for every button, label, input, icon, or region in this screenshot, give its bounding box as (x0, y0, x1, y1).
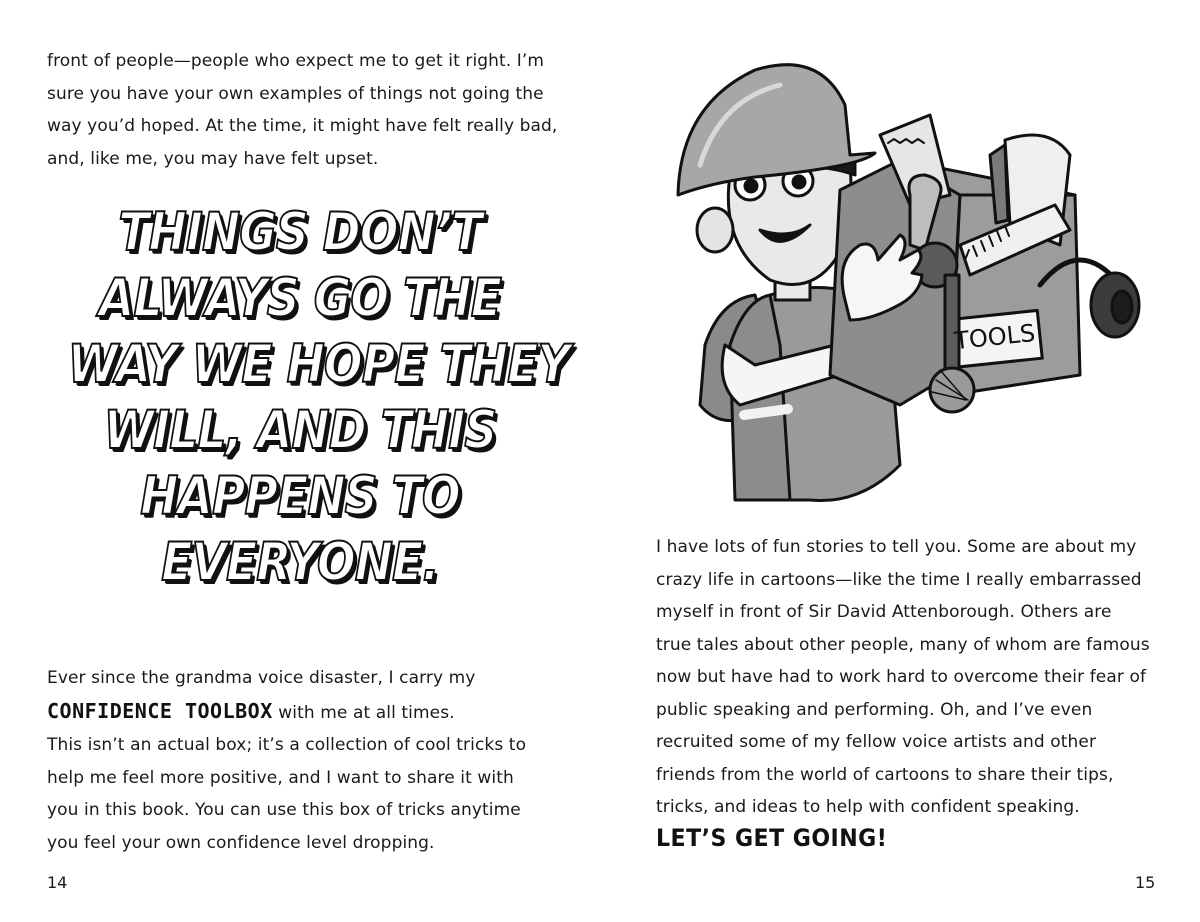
text-line: sure you have your own examples of things not going the (47, 83, 544, 104)
pull-quote (67, 200, 570, 596)
text-line: tricks, and ideas to help with confident speaking. (656, 797, 1080, 817)
closing-callout: LET’S GET GOING! (656, 824, 888, 852)
pull-quote-line: HAPPENS TO (140, 466, 460, 527)
text-line: friends from the world of cartoons to share their tips, (656, 764, 1114, 785)
pull-quote-line: WAY WE HOPE THEY (67, 334, 570, 395)
text-line: I have lots of fun stories to tell you. Some are about my (656, 537, 1137, 557)
text-line: public speaking and performing. Oh, and I’ve even (656, 699, 1093, 720)
text-line: Ever since the grandma voice disaster, I carry my (47, 668, 476, 688)
right-page (600, 0, 1200, 922)
pull-quote-line: EVERYONE. (161, 532, 439, 593)
text-line (47, 695, 526, 730)
intro-paragraph (47, 45, 557, 175)
text-line: you feel your own confidence level dropping. (47, 832, 435, 853)
stories-paragraph (656, 531, 1150, 824)
text-line: This isn’t an actual box; it’s a collection of cool tricks to (47, 735, 527, 755)
toolbox-paragraph (47, 662, 526, 859)
text-line: help me feel more positive, and I want to share it with (47, 767, 514, 788)
text-line: true tales about other people, many of whom are famous (656, 634, 1150, 655)
pull-quote-line: WILL, AND THIS (103, 400, 497, 461)
text-fragment: with me at all times. (272, 702, 455, 723)
confidence-toolbox-term: CONFIDENCE TOOLBOX (47, 698, 273, 723)
page-number: 15 (1135, 873, 1156, 892)
text-line: crazy life in cartoons—like the time I really embarrassed (656, 569, 1142, 590)
pull-quote-line: ALWAYS GO THE (99, 268, 501, 329)
toolbox-label: TOOLS (953, 318, 1037, 356)
text-line: now but have had to work hard to overcome their fear of (656, 667, 1147, 687)
pull-quote-line: THINGS DON’T (118, 202, 482, 263)
text-line: recruited some of my fellow voice artists and other (656, 732, 1097, 752)
boy-with-toolbox-illustration (660, 45, 1160, 515)
text-line: front of people—people who expect me to get it right. I’m (47, 51, 545, 71)
text-line: and, like me, you may have felt upset. (47, 148, 379, 169)
text-line: you in this book. You can use this box of tricks anytime (47, 800, 521, 820)
text-line: way you’d hoped. At the time, it might have felt really bad, (47, 116, 558, 136)
text-line: myself in front of Sir David Attenborough. Others are (656, 602, 1112, 622)
page-number: 14 (47, 873, 68, 892)
